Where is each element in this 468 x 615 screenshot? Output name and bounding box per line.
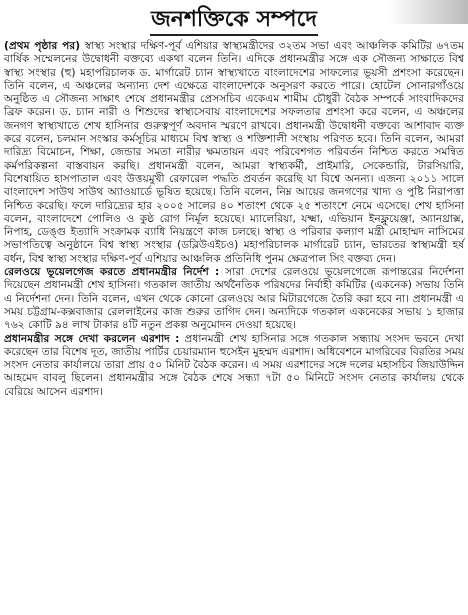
paragraph-text: প্রধানমন্ত্রী শেখ হাসিনার সঙ্গে গতকাল সন্ধ্যায় সংসদ ভবনে দেখা করেছেন তার বিশেষ দূত, জাতীয় পার্টির চেয়ারম্যান হুসেইন মুহম্মদ এরশাদ। অধিবেশনে মাগরিবের বিরতির সময় সংসদ নেতার কার্যালয়ে তারা প্রায় ৫০ মিনিট বৈঠক করেন। এ সময় এরশাদের সঙ্গে দলের মহাসচিব জিয়াউদ্দিন আহমেদ বাবলু ছিলেন। প্রধানমন্ত্রীর সঙ্গে বৈঠক শেষে সন্ধ্যা ৭টা ৫০ মিনিটে সংসদ নেতার কার্যালয় থেকে বেরিয়ে আসেন এরশাদ। xyxy=(4,332,465,398)
paragraph-text: সারা দেশের রেলওয়ে ভূয়েলগেজে রূপান্তরের নির্দেশনা দিয়েছেন প্রধানমন্ত্রী শেখ হাসিনা। গতকাল জাতীয় অর্থনৈতিক পরিষদের নির্বাহী কমিটির (একনেক) সভায় তিনি এ নির্দেশনা দেন। তিনি বলেন, এখন থেকে কোনো রেলওয়ে আর মিটারগেজে তৈরি করা হবে না। প্রধানমন্ত্রী এ সময় চট্টগ্রাম-কক্সবাজার রেললাইনের কাজ শুরুর তাগিদ দেন। অন্যদিকে গতকাল একনেকের সভায় ১ হাজার ৭৬২ কোটি ৯৪ লাখ টাকার ৪টি নতুন প্রকল্প অনুমোদন দেওয়া হয়েছে। xyxy=(4,266,464,332)
subheading-railway: রেলওয়ে ভূয়েলগেজ করতে প্রধানমন্ত্রীর নির্দেশ : xyxy=(4,266,220,279)
headline-underline xyxy=(150,34,318,36)
subheading-ershad: প্রধানমন্ত্রীর সঙ্গে দেখা করলেন এরশাদ : xyxy=(4,332,180,345)
paragraph-text: স্বাস্থ্য সংস্থার দক্ষিণ-পূর্ব এশিয়ার স্বাস্থ্যমন্ত্রীদের ৩২তম সভা এবং আঞ্চলিক কমিটির ৬৭তম বার্ষিক সম্মেলনের উদ্বোধনী বক্তব্যে একথা বলেন তিনি। এদিকে প্রধানমন্ত্রীর সঙ্গে এক সৌজন্য সাক্ষাতে বিশ্ব স্বাস্থ্য সংস্থার (হু) মহাপরিচালক ড. মার্গারেট চ্যান স্বাস্থ্যখাতে বাংলাদেশের সাফল্যের ভূয়সী প্রশংসা করেছেন। তিনি বলেন, এ অঞ্চলের অন্যান্য দেশ এক্ষেত্রে বাংলাদেশকে অনুসরণ করতে পারে। হোটেল সোনারগাঁওয়ে অনুষ্ঠিত এ সৌজন্য সাক্ষাৎ শেষে প্রধানমন্ত্রীর প্রেসসচিব একেএম শামীম চৌধুরী বৈঠক সম্পর্কে সাংবাদিকদের ব্রিফ করেন। ড. চ্যান নারী ও শিশুদের স্বাস্থ্যসেবায় বাংলাদেশের সফলতার প্রশংসা করে বলেন, এ অঞ্চলের জনগণ স্বাস্থ্যখাতে শেখ হাসিনার গুরুত্বপূর্ণ অবদান স্মরণে রাখবে। প্রধানমন্ত্রী উদ্বোধনী বক্তব্যে আশাবাদ ব্যক্ত করে বলেন, চলমান সংস্কার কর্মসূচির মাধ্যমে বিশ্ব স্বাস্থ্য ও শক্তিশালী সংস্থায় পরিণত হবে। তিনি বলেন, আমরা দারিদ্র্য বিমোচন, শিক্ষা, জেন্ডার সমতা নারীর ক্ষমতায়ন এবং পরিবেশগত পরিবর্তন নিশ্চিত করতে সমন্বিত কর্মপরিকল্পনা বাস্তবায়ন করছি। প্রধানমন্ত্রী বলেন, আমরা স্বাস্থ্যকর্মী, প্রাইমারি, সেকেন্ডারি, টারসিয়ারি, বিশেষায়িত হাসপাতাল এবং উত্তয়মুখী রেফারেল পদ্ধতি প্রবর্তন করেছি যা বিশ্বে অনন্য। এজন্য ২০১১ সালে বাংলাদেশ সাউথ সাউথ অ্যাওয়ার্ডে ভূষিত হয়েছে। তিনি বলেন, নিম্ন আয়ের জনগণের খাদ্য ও পুষ্টি নিরাপত্তা নিশ্চিত করেছি। ফলে দারিদ্র্যের হার ২০০৫ সালের ৪০ শতাংশ থেকে ২৫ শতাংশে নেমে এসেছে। শেখ হাসিনা বলেন, বাংলাদেশে পোলিও ও কুষ্ঠ রোগ নির্মূল হয়েছে। ম্যালেরিয়া, যক্ষ্মা, এভিয়ান ইনফ্লুয়েঞ্জা, অ্যানথ্রাক্স, নিপাহ, ডেঙ্গু ইত্যাদি সংক্রামক ব্যাধি নিয়ন্ত্রণে কাজ চলছে। স্বাস্থ্য ও পরিবার কল্যাণ মন্ত্রী মোহাম্মদ নাসিমের সভাপতিত্বে অনুষ্ঠানে বিশ্ব স্বাস্থ্য সংস্থার (ডব্লিউএইচও) মহাপরিচালক মার্গারেট চ্যান, ভারতের স্বাস্থ্যমন্ত্রী হর্ষ বর্ধন, বিশ্ব স্বাস্থ্য সংস্থার দক্ষিণ-পূর্ব এশিয়ার আঞ্চলিক প্রতিনিধি পুনম ক্ষেত্রপাল সিং বক্তব্য দেন। xyxy=(4,40,464,265)
article-body xyxy=(4,40,464,613)
continuation-label: (প্রথম পৃষ্ঠার পর) xyxy=(4,40,81,52)
article-paragraph xyxy=(4,333,464,399)
article-paragraph xyxy=(4,266,464,332)
article-paragraph xyxy=(4,40,464,266)
headline: জনশক্তিকে সম্পদে xyxy=(151,6,317,32)
